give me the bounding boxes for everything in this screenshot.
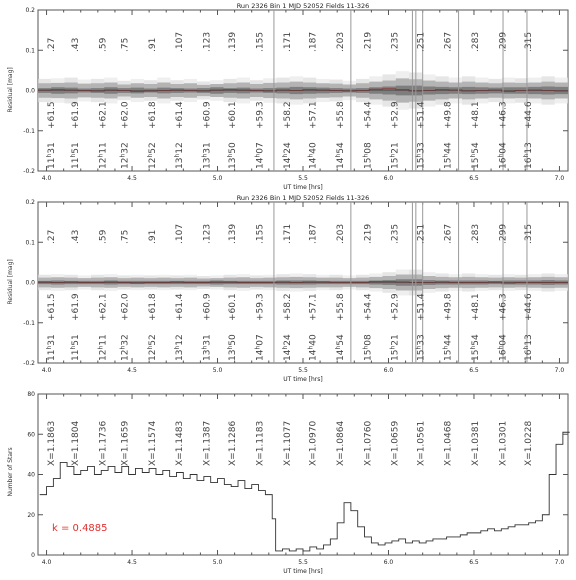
top-dec-label: +49.8 xyxy=(444,101,454,129)
middle-ra-label: 13$^h$31 xyxy=(202,334,213,361)
bottom-airmass-label: X=1.1736 xyxy=(98,421,108,466)
bottom-xtick-label: 7.0 xyxy=(555,559,565,566)
bottom-xtick-label: 6.5 xyxy=(469,559,479,566)
top-ytick-label: 0.0 xyxy=(25,88,35,95)
middle-field-label: .315 xyxy=(524,224,534,244)
top-dec-label: +54.4 xyxy=(363,101,373,129)
top-field-label: .203 xyxy=(336,32,346,52)
bottom-airmass-label: X=1.1387 xyxy=(203,421,213,466)
top-ylabel: Residual [mag] xyxy=(7,67,14,112)
middle-ra-label: 13$^h$50 xyxy=(227,334,238,361)
middle-ra-label: 14$^h$07 xyxy=(255,334,266,361)
middle-ra-label: 15$^h$44 xyxy=(443,334,454,361)
middle-dec-label: +61.8 xyxy=(148,293,158,321)
bottom-ytick-label: 0 xyxy=(31,552,35,559)
top-dec-label: +60.9 xyxy=(203,101,213,129)
top-field-label: .107 xyxy=(175,32,185,52)
bottom-airmass-label: X=1.1483 xyxy=(175,421,185,466)
middle-ytick-label: 0.1 xyxy=(25,239,35,246)
bottom-ytick-label: 80 xyxy=(27,391,35,398)
top-ra-label: 15$^h$08 xyxy=(362,142,373,169)
middle-field-label: .139 xyxy=(228,224,238,244)
middle-dec-label: +59.3 xyxy=(256,293,266,321)
top-ytick-label: -0.2 xyxy=(23,168,35,175)
bottom-airmass-label: X=1.0301 xyxy=(498,421,508,466)
top-field-label: .187 xyxy=(309,32,319,52)
bottom-airmass-label: X=1.1804 xyxy=(71,421,81,466)
middle-ytick-label: -0.2 xyxy=(23,360,35,367)
top-field-label: .315 xyxy=(524,32,534,52)
top-field-label: .267 xyxy=(444,32,454,52)
top-title: Run 2326 Bin 1 MJD 52052 Fields 11-326 xyxy=(237,2,370,10)
top-ra-label: 12$^h$52 xyxy=(147,142,158,169)
middle-dec-label: +61.5 xyxy=(47,293,57,321)
middle-field-label: .171 xyxy=(283,224,293,244)
top-field-label: .171 xyxy=(283,32,293,52)
top-ra-label: 15$^h$44 xyxy=(443,142,454,169)
middle-ra-label: 12$^h$32 xyxy=(119,334,130,361)
top-ra-label: 12$^h$11 xyxy=(97,142,108,169)
top-field-label: .43 xyxy=(71,38,81,52)
middle-dec-label: +60.1 xyxy=(228,293,238,321)
middle-field-label: .123 xyxy=(203,224,213,244)
top-dec-label: +51.4 xyxy=(416,101,426,129)
middle-dec-label: +49.8 xyxy=(444,293,454,321)
bottom-airmass-label: X=1.1286 xyxy=(228,421,238,466)
middle-field-label: .43 xyxy=(71,230,81,244)
middle-xtick-label: 6.5 xyxy=(469,367,479,374)
top-ra-label: 16$^h$04 xyxy=(497,142,508,169)
middle-field-label: .267 xyxy=(444,224,454,244)
top-field-label: .155 xyxy=(256,32,266,52)
middle-dec-label: +54.4 xyxy=(363,293,373,321)
bottom-xtick-label: 5.5 xyxy=(298,559,308,566)
bottom-xtick-label: 6.0 xyxy=(384,559,394,566)
middle-ra-label: 11$^h$51 xyxy=(70,334,81,361)
middle-xlabel: UT time [hrs] xyxy=(283,376,323,383)
top-ra-label: 14$^h$07 xyxy=(255,142,266,169)
top-ra-label: 13$^h$50 xyxy=(227,142,238,169)
bottom-k-annotation: k = 0.4885 xyxy=(52,523,108,534)
star-count-chart-svg xyxy=(0,384,576,576)
middle-field-label: .59 xyxy=(98,229,108,244)
bottom-airmass-label: X=1.1077 xyxy=(283,421,293,466)
middle-ra-label: 16$^h$04 xyxy=(497,334,508,361)
middle-ylabel: Residual [mag] xyxy=(7,259,14,304)
middle-dec-label: +51.4 xyxy=(416,293,426,321)
top-field-label: .251 xyxy=(416,32,426,52)
bottom-airmass-label: X=1.1183 xyxy=(256,421,266,466)
middle-ytick-label: 0.0 xyxy=(25,280,35,287)
top-field-label: .91 xyxy=(148,38,158,52)
top-field-label: .27 xyxy=(47,38,57,52)
top-xtick-label: 4.5 xyxy=(127,175,137,182)
middle-dec-label: +62.1 xyxy=(98,293,108,321)
middle-ra-label: 15$^h$21 xyxy=(390,334,401,361)
bottom-xtick-label: 4.5 xyxy=(127,559,137,566)
middle-dec-label: +61.9 xyxy=(71,293,81,321)
top-xtick-label: 4.0 xyxy=(42,175,52,182)
middle-ra-label: 15$^h$54 xyxy=(470,334,481,361)
top-plot xyxy=(38,10,568,171)
bottom-xlabel: UT time [hrs] xyxy=(283,568,323,575)
bottom-xtick-label: 4.0 xyxy=(42,559,52,566)
bottom-xtick-label: 5.0 xyxy=(213,559,223,566)
top-xtick-label: 7.0 xyxy=(555,175,565,182)
bottom-histogram-line xyxy=(40,432,570,551)
top-dec-label: +61.4 xyxy=(175,101,185,129)
middle-ra-label: 15$^h$08 xyxy=(362,334,373,361)
top-field-label: .219 xyxy=(363,32,373,52)
top-ytick-label: 0.2 xyxy=(25,7,35,14)
top-ra-label: 13$^h$31 xyxy=(202,142,213,169)
middle-field-label: .251 xyxy=(416,224,426,244)
middle-dec-label: +48.1 xyxy=(471,293,481,321)
middle-dec-label: +55.8 xyxy=(336,293,346,321)
bottom-airmass-label: X=1.0468 xyxy=(444,421,454,466)
bottom-airmass-label: X=1.0864 xyxy=(336,421,346,466)
middle-ra-label: 14$^h$54 xyxy=(335,334,346,361)
middle-field-label: .299 xyxy=(498,224,508,244)
bottom-ytick-label: 60 xyxy=(27,431,35,438)
top-dec-label: +61.8 xyxy=(148,101,158,129)
top-field-label: .283 xyxy=(471,32,481,52)
star-count-chart xyxy=(0,384,576,576)
top-ra-label: 11$^h$31 xyxy=(46,142,57,169)
top-ytick-label: 0.1 xyxy=(25,47,35,54)
top-xtick-label: 5.0 xyxy=(213,175,223,182)
top-ytick-label: -0.1 xyxy=(23,128,35,135)
bottom-airmass-label: X=1.0659 xyxy=(391,421,401,466)
bottom-airmass-label: X=1.0561 xyxy=(416,421,426,466)
bottom-airmass-label: X=1.1863 xyxy=(47,421,57,466)
top-dec-label: +46.3 xyxy=(498,101,508,129)
middle-xtick-label: 5.0 xyxy=(213,367,223,374)
top-ra-label: 12$^h$32 xyxy=(119,142,130,169)
middle-ra-label: 13$^h$12 xyxy=(174,334,185,361)
middle-ytick-label: -0.1 xyxy=(23,320,35,327)
middle-field-label: .91 xyxy=(148,230,158,244)
top-dec-label: +62.1 xyxy=(98,101,108,129)
top-ra-label: 15$^h$54 xyxy=(470,142,481,169)
middle-ra-label: 12$^h$11 xyxy=(97,334,108,361)
middle-xtick-label: 4.5 xyxy=(127,367,137,374)
residual-chart-top xyxy=(0,0,576,192)
top-dec-label: +57.1 xyxy=(309,101,319,129)
middle-xtick-label: 4.0 xyxy=(42,367,52,374)
bottom-airmass-label: X=1.0228 xyxy=(524,421,534,466)
top-field-label: .59 xyxy=(98,37,108,52)
top-field-label: .235 xyxy=(391,32,401,52)
middle-dec-label: +58.2 xyxy=(283,293,293,321)
middle-field-label: .27 xyxy=(47,230,57,244)
top-dec-label: +55.8 xyxy=(336,101,346,129)
top-ra-label: 14$^h$40 xyxy=(308,142,319,169)
middle-field-label: .203 xyxy=(336,224,346,244)
middle-ra-label: 11$^h$31 xyxy=(46,334,57,361)
middle-field-label: .283 xyxy=(471,224,481,244)
middle-field-label: .155 xyxy=(256,224,266,244)
middle-dec-label: +44.6 xyxy=(524,293,534,321)
top-dec-label: +62.0 xyxy=(120,101,130,129)
top-ra-label: 11$^h$51 xyxy=(70,142,81,169)
top-xtick-label: 6.0 xyxy=(384,175,394,182)
residual-chart-top-svg xyxy=(0,0,576,192)
middle-dec-label: +57.1 xyxy=(309,293,319,321)
middle-ra-label: 16$^h$13 xyxy=(523,334,534,361)
top-dec-label: +48.1 xyxy=(471,101,481,129)
top-field-label: .75 xyxy=(120,38,130,52)
bottom-airmass-label: X=1.0970 xyxy=(309,421,319,466)
middle-field-label: .219 xyxy=(363,224,373,244)
middle-ra-label: 14$^h$40 xyxy=(308,334,319,361)
middle-dec-label: +61.4 xyxy=(175,293,185,321)
middle-xtick-label: 7.0 xyxy=(555,367,565,374)
top-ra-label: 14$^h$24 xyxy=(282,142,293,169)
top-field-label: .123 xyxy=(203,32,213,52)
top-dec-label: +61.9 xyxy=(71,101,81,129)
middle-dec-label: +60.9 xyxy=(203,293,213,321)
middle-ytick-label: 0.2 xyxy=(25,199,35,206)
middle-field-label: .75 xyxy=(120,230,130,244)
top-field-label: .299 xyxy=(498,32,508,52)
top-ra-label: 13$^h$12 xyxy=(174,142,185,169)
top-field-label: .139 xyxy=(228,32,238,52)
bottom-ytick-label: 40 xyxy=(27,472,35,479)
middle-ra-label: 14$^h$24 xyxy=(282,334,293,361)
bottom-ylabel: Number of Stars xyxy=(7,447,14,496)
middle-xtick-label: 6.0 xyxy=(384,367,394,374)
middle-ra-label: 15$^h$33 xyxy=(415,334,426,361)
bottom-plot xyxy=(40,432,570,551)
middle-ra-label: 12$^h$52 xyxy=(147,334,158,361)
middle-field-label: .187 xyxy=(309,224,319,244)
middle-plot xyxy=(38,202,568,363)
middle-dec-label: +52.9 xyxy=(391,293,401,321)
top-ra-label: 15$^h$21 xyxy=(390,142,401,169)
top-dec-label: +59.3 xyxy=(256,101,266,129)
middle-dec-label: +46.3 xyxy=(498,293,508,321)
top-dec-label: +44.6 xyxy=(524,101,534,129)
middle-field-label: .235 xyxy=(391,224,401,244)
top-ra-label: 16$^h$13 xyxy=(523,142,534,169)
top-xtick-label: 5.5 xyxy=(298,175,308,182)
bottom-ytick-label: 20 xyxy=(27,512,35,519)
top-dec-label: +60.1 xyxy=(228,101,238,129)
middle-dec-label: +62.0 xyxy=(120,293,130,321)
residual-chart-middle-svg xyxy=(0,192,576,384)
bottom-airmass-label: X=1.0381 xyxy=(471,421,481,466)
top-dec-label: +58.2 xyxy=(283,101,293,129)
bottom-airmass-label: X=1.0760 xyxy=(363,421,373,466)
bottom-frame xyxy=(38,394,568,555)
top-dec-label: +61.5 xyxy=(47,101,57,129)
top-xlabel: UT time [hrs] xyxy=(283,184,323,191)
residual-chart-middle xyxy=(0,192,576,384)
top-dec-label: +52.9 xyxy=(391,101,401,129)
middle-xtick-label: 5.5 xyxy=(298,367,308,374)
top-ra-label: 14$^h$54 xyxy=(335,142,346,169)
middle-field-label: .107 xyxy=(175,224,185,244)
bottom-airmass-label: X=1.1574 xyxy=(148,421,158,466)
top-ra-label: 15$^h$33 xyxy=(415,142,426,169)
top-xtick-label: 6.5 xyxy=(469,175,479,182)
middle-title: Run 2326 Bin 1 MJD 52052 Fields 11-326 xyxy=(237,194,370,202)
bottom-airmass-label: X=1.1659 xyxy=(120,421,130,466)
